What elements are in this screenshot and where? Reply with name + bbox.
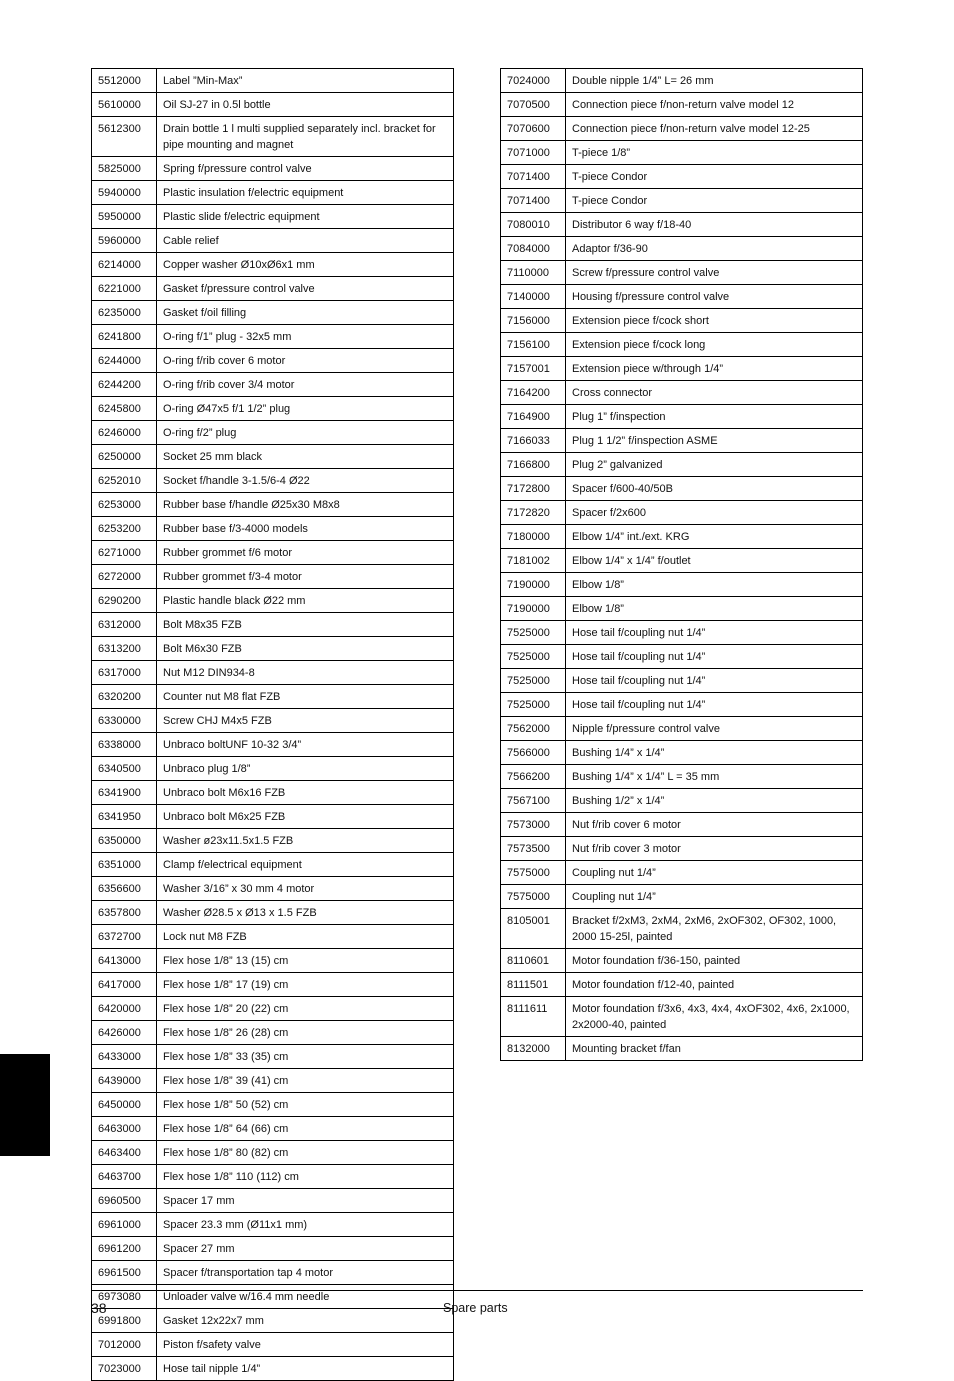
part-description: O-ring f/1” plug - 32x5 mm [157,325,454,349]
part-row [92,1093,454,1117]
part-description: Unbraco bolt M6x25 FZB [157,805,454,829]
part-number: 6241800 [92,325,157,349]
part-number: 7525000 [501,645,566,669]
part-row [92,997,454,1021]
part-number: 7156100 [501,333,566,357]
part-row [501,285,863,309]
part-description: Flex hose 1/8” 80 (82) cm [157,1141,454,1165]
part-description: Motor foundation f/36-150, painted [566,949,863,973]
part-number: 7156000 [501,309,566,333]
part-row [92,1165,454,1189]
part-number: 7164200 [501,381,566,405]
part-number: 6244200 [92,373,157,397]
part-row [92,613,454,637]
part-description: Spacer f/2x600 [566,501,863,525]
part-row [92,589,454,613]
part-number: 7084000 [501,237,566,261]
part-row [92,1237,454,1261]
part-description: Bolt M8x35 FZB [157,613,454,637]
part-number: 6252010 [92,469,157,493]
part-description: Bushing 1/2” x 1/4” [566,789,863,813]
part-row [92,1333,454,1357]
part-number: 6214000 [92,253,157,277]
part-number: 7525000 [501,669,566,693]
part-description: Housing f/pressure control valve [566,285,863,309]
part-number: 7071400 [501,189,566,213]
part-description: Counter nut M8 flat FZB [157,685,454,709]
part-row [501,405,863,429]
part-row [501,189,863,213]
part-number: 6221000 [92,277,157,301]
part-number: 6356600 [92,877,157,901]
parts-table-left [91,68,454,1381]
part-row [92,117,454,157]
part-description: Unbraco bolt M6x16 FZB [157,781,454,805]
part-row [92,229,454,253]
part-row [501,789,863,813]
part-description: Elbow 1/8” [566,597,863,621]
part-number: 7575000 [501,885,566,909]
part-number: 6272000 [92,565,157,589]
part-row [501,69,863,93]
part-description: Oil SJ-27 in 0.5l bottle [157,93,454,117]
part-description: O-ring f/2” plug [157,421,454,445]
part-row [92,493,454,517]
part-row [501,861,863,885]
part-row [501,573,863,597]
part-row [92,829,454,853]
part-number: 7164900 [501,405,566,429]
part-row [92,1189,454,1213]
part-description: Copper washer Ø10xØ6x1 mm [157,253,454,277]
part-number: 7166800 [501,453,566,477]
part-row [92,325,454,349]
part-row [92,397,454,421]
part-row [92,661,454,685]
part-description: Bolt M6x30 FZB [157,637,454,661]
part-number: 7172800 [501,477,566,501]
part-description: Elbow 1/8” [566,573,863,597]
part-number: 6413000 [92,949,157,973]
part-number: 7024000 [501,69,566,93]
part-row [501,549,863,573]
part-number: 6973080 [92,1285,157,1309]
part-description: Hose tail nipple 1/4” [157,1357,454,1381]
part-number: 7071400 [501,165,566,189]
part-description: Spacer 23.3 mm (Ø11x1 mm) [157,1213,454,1237]
part-number: 6330000 [92,709,157,733]
parts-table-right [500,68,863,1061]
part-row [92,469,454,493]
part-description: Elbow 1/4” int./ext. KRG [566,525,863,549]
part-row [501,909,863,949]
part-description: Nut M12 DIN934-8 [157,661,454,685]
part-description: Connection piece f/non-return valve model 12 [566,93,863,117]
part-number: 6991800 [92,1309,157,1333]
footer-section-title: Spare parts [443,1301,508,1315]
part-row [501,741,863,765]
part-row [92,349,454,373]
part-row [92,1117,454,1141]
part-description: Flex hose 1/8” 110 (112) cm [157,1165,454,1189]
part-row [92,541,454,565]
part-row [92,709,454,733]
part-description: Bushing 1/4” x 1/4” [566,741,863,765]
part-description: Plug 2” galvanized [566,453,863,477]
part-description: Hose tail f/coupling nut 1/4” [566,693,863,717]
part-description: Cross connector [566,381,863,405]
part-description: Nut f/rib cover 6 motor [566,813,863,837]
part-row [501,973,863,997]
part-row [92,1213,454,1237]
part-row [92,685,454,709]
part-description: Elbow 1/4” x 1/4” f/outlet [566,549,863,573]
part-row [92,69,454,93]
part-number: 6235000 [92,301,157,325]
part-description: Motor foundation f/3x6, 4x3, 4x4, 4xOF302, 4x6, 2x1000, 2x2000-40, painted [566,997,863,1037]
part-number: 6463700 [92,1165,157,1189]
part-row [92,901,454,925]
part-number: 6372700 [92,925,157,949]
part-description: Plug 1” f/inspection [566,405,863,429]
part-description: Unbraco plug 1/8” [157,757,454,781]
part-number: 6250000 [92,445,157,469]
part-description: Label ”Min-Max” [157,69,454,93]
part-row [92,373,454,397]
part-number: 6420000 [92,997,157,1021]
part-number: 6433000 [92,1045,157,1069]
part-row [501,213,863,237]
part-description: Spacer f/transportation tap 4 motor [157,1261,454,1285]
part-description: Extension piece w/through 1/4” [566,357,863,381]
part-description: Unbraco boltUNF 10-32 3/4” [157,733,454,757]
part-number: 8132000 [501,1037,566,1061]
part-row [92,1309,454,1333]
part-description: Spring f/pressure control valve [157,157,454,181]
part-number: 6245800 [92,397,157,421]
part-row [92,517,454,541]
part-description: Flex hose 1/8” 50 (52) cm [157,1093,454,1117]
part-description: T-piece 1/8” [566,141,863,165]
part-number: 6463400 [92,1141,157,1165]
part-description: Hose tail f/coupling nut 1/4” [566,621,863,645]
part-row [501,885,863,909]
part-row [501,309,863,333]
part-number: 6426000 [92,1021,157,1045]
part-row [92,877,454,901]
page-number: 38 [91,1300,107,1316]
part-row [92,1069,454,1093]
part-number: 6341900 [92,781,157,805]
part-number: 8110601 [501,949,566,973]
part-description: Extension piece f/cock long [566,333,863,357]
part-number: 8111501 [501,973,566,997]
part-description: Extension piece f/cock short [566,309,863,333]
part-number: 6450000 [92,1093,157,1117]
part-description: Cable relief [157,229,454,253]
part-description: Lock nut M8 FZB [157,925,454,949]
part-description: O-ring Ø47x5 f/1 1/2” plug [157,397,454,421]
part-number: 6338000 [92,733,157,757]
part-description: Nipple f/pressure control valve [566,717,863,741]
part-number: 8105001 [501,909,566,949]
part-description: Flex hose 1/8” 39 (41) cm [157,1069,454,1093]
part-description: Flex hose 1/8” 17 (19) cm [157,973,454,997]
part-description: Motor foundation f/12-40, painted [566,973,863,997]
part-number: 6290200 [92,589,157,613]
part-description: Connection piece f/non-return valve model 12-25 [566,117,863,141]
part-row [92,1357,454,1381]
part-row [92,1021,454,1045]
part-description: Plastic slide f/electric equipment [157,205,454,229]
part-row [501,333,863,357]
part-number: 7023000 [92,1357,157,1381]
part-row [501,1037,863,1061]
part-row [92,181,454,205]
part-description: Bushing 1/4” x 1/4” L = 35 mm [566,765,863,789]
part-row [92,93,454,117]
part-number: 7110000 [501,261,566,285]
part-row [501,525,863,549]
part-description: Socket f/handle 3-1.5/6-4 Ø22 [157,469,454,493]
part-number: 6961200 [92,1237,157,1261]
part-number: 6439000 [92,1069,157,1093]
part-row [501,117,863,141]
part-row [501,261,863,285]
part-number: 6244000 [92,349,157,373]
part-row [92,1045,454,1069]
part-number: 6341950 [92,805,157,829]
part-row [501,141,863,165]
part-description: Spacer 17 mm [157,1189,454,1213]
part-description: Socket 25 mm black [157,445,454,469]
part-row [501,621,863,645]
part-row [501,669,863,693]
part-number: 7566000 [501,741,566,765]
part-number: 7166033 [501,429,566,453]
part-row [92,565,454,589]
part-number: 6253200 [92,517,157,541]
part-row [501,813,863,837]
part-row [92,781,454,805]
part-number: 6960500 [92,1189,157,1213]
part-number: 7575000 [501,861,566,885]
part-description: Rubber grommet f/6 motor [157,541,454,565]
part-row [92,157,454,181]
part-number: 6350000 [92,829,157,853]
part-number: 7573000 [501,813,566,837]
part-description: Flex hose 1/8” 13 (15) cm [157,949,454,973]
part-description: Coupling nut 1/4” [566,861,863,885]
part-row [92,421,454,445]
part-number: 7573500 [501,837,566,861]
part-number: 7566200 [501,765,566,789]
part-row [501,645,863,669]
part-description: Plastic insulation f/electric equipment [157,181,454,205]
part-description: Hose tail f/coupling nut 1/4” [566,645,863,669]
part-number: 7080010 [501,213,566,237]
part-description: Distributor 6 way f/18-40 [566,213,863,237]
part-number: 6320200 [92,685,157,709]
part-row [92,757,454,781]
part-row [501,997,863,1037]
part-number: 5512000 [92,69,157,93]
part-description: T-piece Condor [566,165,863,189]
part-number: 6351000 [92,853,157,877]
part-description: Gasket f/oil filling [157,301,454,325]
part-number: 6961500 [92,1261,157,1285]
part-row [501,357,863,381]
part-number: 7157001 [501,357,566,381]
part-row [92,1261,454,1285]
part-number: 6357800 [92,901,157,925]
footer-divider [91,1290,863,1291]
part-number: 5825000 [92,157,157,181]
part-description: Flex hose 1/8” 64 (66) cm [157,1117,454,1141]
part-description: Washer Ø28.5 x Ø13 x 1.5 FZB [157,901,454,925]
part-number: 6313200 [92,637,157,661]
part-row [92,205,454,229]
part-description: Clamp f/electrical equipment [157,853,454,877]
part-row [501,765,863,789]
part-row [501,717,863,741]
part-row [92,301,454,325]
part-number: 7181002 [501,549,566,573]
part-number: 5610000 [92,93,157,117]
part-row [92,805,454,829]
part-row [92,733,454,757]
part-row [92,277,454,301]
part-row [501,949,863,973]
part-description: Bracket f/2xM3, 2xM4, 2xM6, 2xOF302, OF302, 1000, 2000 15-25l, painted [566,909,863,949]
part-row [501,93,863,117]
part-description: Flex hose 1/8” 33 (35) cm [157,1045,454,1069]
part-number: 7567100 [501,789,566,813]
part-description: Rubber base f/3-4000 models [157,517,454,541]
part-row [501,453,863,477]
part-row [501,429,863,453]
part-row [501,597,863,621]
part-description: Spacer f/600-40/50B [566,477,863,501]
part-number: 5950000 [92,205,157,229]
part-number: 6312000 [92,613,157,637]
part-description: Flex hose 1/8” 20 (22) cm [157,997,454,1021]
part-number: 5612300 [92,117,157,157]
part-number: 7525000 [501,693,566,717]
part-description: Drain bottle 1 l multi supplied separately incl. bracket for pipe mounting and magnet [157,117,454,157]
part-description: O-ring f/rib cover 6 motor [157,349,454,373]
part-number: 7070600 [501,117,566,141]
section-tab-marker [0,1054,50,1156]
part-description: Spacer 27 mm [157,1237,454,1261]
part-number: 6317000 [92,661,157,685]
part-number: 6961000 [92,1213,157,1237]
part-number: 7562000 [501,717,566,741]
part-number: 7190000 [501,573,566,597]
part-description: Mounting bracket f/fan [566,1037,863,1061]
part-description: T-piece Condor [566,189,863,213]
part-description: Gasket f/pressure control valve [157,277,454,301]
part-row [501,501,863,525]
part-row [92,925,454,949]
part-row [92,253,454,277]
part-description: Plastic handle black Ø22 mm [157,589,454,613]
part-number: 7190000 [501,597,566,621]
part-row [92,445,454,469]
part-row [501,693,863,717]
part-description: Unloader valve w/16.4 mm needle [157,1285,454,1309]
part-number: 7172820 [501,501,566,525]
part-description: Rubber base f/handle Ø25x30 M8x8 [157,493,454,517]
part-description: Plug 1 1/2” f/inspection ASME [566,429,863,453]
part-description: Gasket 12x22x7 mm [157,1309,454,1333]
part-row [92,637,454,661]
part-number: 8111611 [501,997,566,1037]
part-description: O-ring f/rib cover 3/4 motor [157,373,454,397]
part-row [92,949,454,973]
part-row [501,381,863,405]
part-row [501,165,863,189]
part-number: 7180000 [501,525,566,549]
part-description: Screw CHJ M4x5 FZB [157,709,454,733]
part-description: Hose tail f/coupling nut 1/4” [566,669,863,693]
part-number: 7071000 [501,141,566,165]
part-description: Double nipple 1/4” L= 26 mm [566,69,863,93]
part-description: Rubber grommet f/3-4 motor [157,565,454,589]
part-description: Washer ø23x11.5x1.5 FZB [157,829,454,853]
part-row [92,1285,454,1309]
part-row [501,237,863,261]
part-row [501,837,863,861]
part-number: 6340500 [92,757,157,781]
part-description: Nut f/rib cover 3 motor [566,837,863,861]
part-number: 7140000 [501,285,566,309]
part-description: Coupling nut 1/4” [566,885,863,909]
part-number: 6271000 [92,541,157,565]
part-row [501,477,863,501]
part-row [92,853,454,877]
part-row [92,973,454,997]
part-number: 5960000 [92,229,157,253]
part-number: 7012000 [92,1333,157,1357]
part-description: Flex hose 1/8” 26 (28) cm [157,1021,454,1045]
part-row [92,1141,454,1165]
part-description: Piston f/safety valve [157,1333,454,1357]
part-number: 7525000 [501,621,566,645]
part-number: 6246000 [92,421,157,445]
part-number: 6417000 [92,973,157,997]
part-number: 6253000 [92,493,157,517]
part-description: Adaptor f/36-90 [566,237,863,261]
part-number: 5940000 [92,181,157,205]
part-number: 6463000 [92,1117,157,1141]
part-description: Screw f/pressure control valve [566,261,863,285]
part-number: 7070500 [501,93,566,117]
part-description: Washer 3/16” x 30 mm 4 motor [157,877,454,901]
